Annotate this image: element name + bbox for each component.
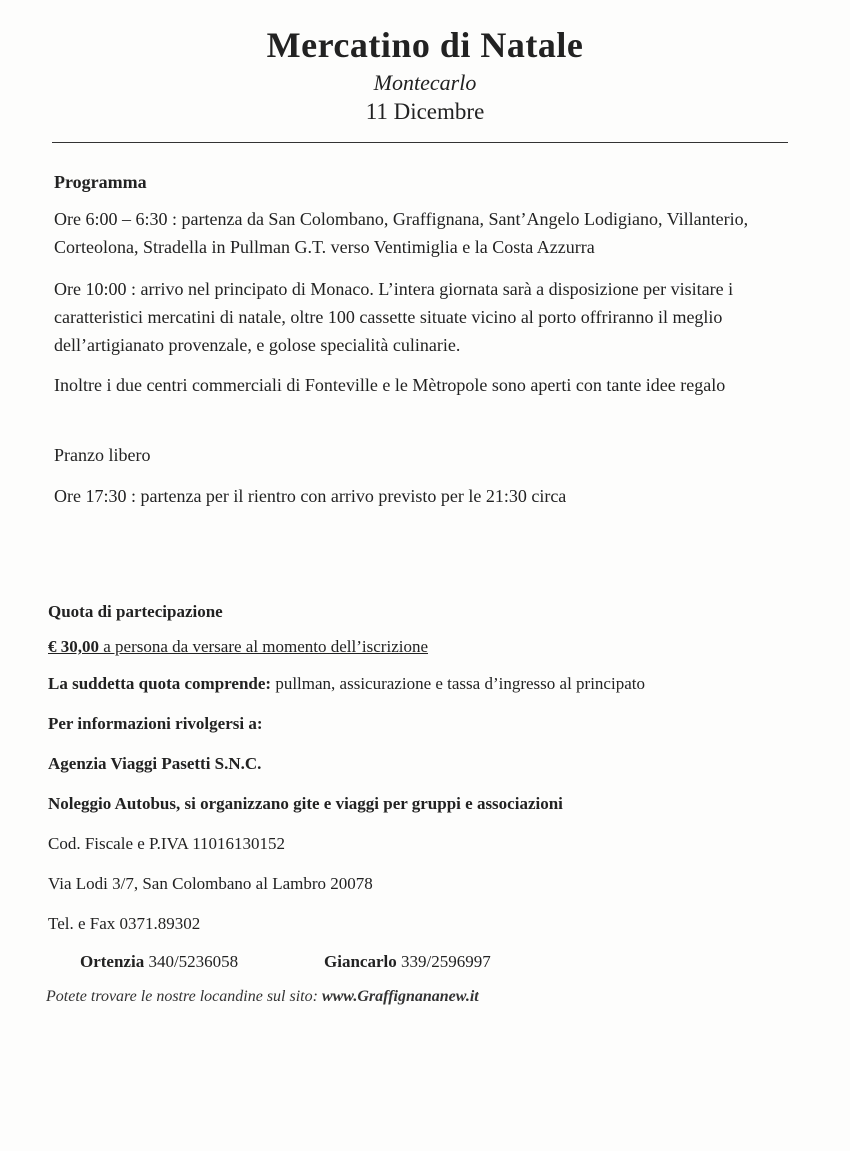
programma-item-return: Ore 17:30 : partenza per il rientro con arrivo previsto per le 21:30 circa [54,486,567,506]
agency-address: Via Lodi 3/7, San Colombano al Lambro 20078 [48,874,373,893]
quota-includes-label: La suddetta quota comprende: [48,674,272,693]
quota-price-note: a persona da versare al momento dell’iscrizione [99,637,429,656]
quota-price-line [48,633,808,661]
contact-name: Giancarlo [324,952,397,971]
programma-item-arrival: Ore 10:00 : arrivo nel principato di Monaco. L’intera giornata sarà a disposizione per visitare i caratteristici mercatini di natale, oltre 100 cassette situate vicino al porto offriranno il meglio dell’artigianato provenzale, e golose specialità culinarie. [54,279,734,355]
agency-phone: Tel. e Fax 0371.89302 [48,914,201,933]
agency-tax-id: Cod. Fiscale e P.IVA 11016130152 [48,834,286,853]
quota-includes [48,670,808,698]
page-title: Mercatino di Natale [266,25,584,65]
website-link[interactable]: www.Graffignananew.it [321,988,479,1005]
agency-name: Agenzia Viaggi Pasetti S.N.C. [48,754,262,773]
contact-number: 339/2596997 [400,952,491,971]
event-date: 11 Dicembre [365,99,485,124]
programma-item-lunch: Pranzo libero [54,445,151,465]
contact-ortenzia [80,952,238,972]
programma-item-departure: Ore 6:00 – 6:30 : partenza da San Colombano, Graffignana, Sant’Angelo Lodigiano, Villanterio, Corteolona, Stradella in Pullman G.T. verso Ventimiglia e la Costa Azzurra [54,209,749,257]
programma-item-shopping: Inoltre i due centri commerciali di Fonteville e le Mètropole sono aperti con tante idee regalo [54,375,726,395]
footer-text: Potete trovare le nostre locandine sul sito: [46,988,322,1005]
quota-includes-text: pullman, assicurazione e tassa d’ingresso al principato [271,674,645,693]
contact-giancarlo [324,952,491,972]
agency-services: Noleggio Autobus, si organizzano gite e viaggi per gruppi e associazioni [48,794,563,813]
quota-heading: Quota di partecipazione [48,602,223,621]
footer-note [46,988,479,1006]
info-heading: Per informazioni rivolgersi a: [48,714,263,733]
page-subtitle: Montecarlo [373,70,477,95]
contact-number: 340/5236058 [148,952,239,971]
programma-heading: Programma [54,172,147,192]
header-divider [52,142,788,143]
contact-name: Ortenzia [80,952,145,971]
quota-price: € 30,00 [48,637,99,656]
